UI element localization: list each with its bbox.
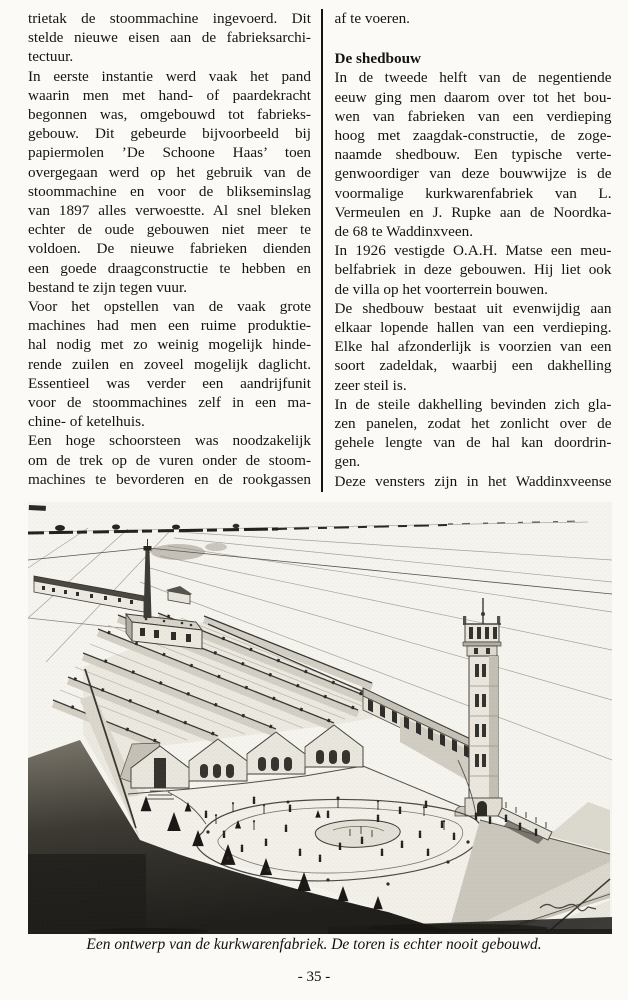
text-line: zeer steil is. xyxy=(334,376,407,394)
text-line: Essentieel was verder een aandrijfunit xyxy=(28,374,311,392)
text-line: papiermolen ’De Schoone Haas’ toen xyxy=(28,144,311,162)
figure-caption: Een ontwerp van de kurkwarenfabriek. De toren is echter nooit gebouwd. xyxy=(86,936,542,953)
text-line: Deze vensters zijn in het Waddinxveense xyxy=(334,472,612,490)
text-line: soort zadeldak, waarbij een dakhelling xyxy=(334,357,612,375)
text-line: eeuw ging men daarom over tot het bou- xyxy=(334,88,612,106)
text-line: In eerste instantie werd vaak het pand xyxy=(28,67,311,85)
text-line: In de tweede helft van de negentiende xyxy=(334,69,612,87)
text-line: tectuur. xyxy=(28,48,74,66)
text-line: Een hoge schoorsteen was noodzakelijk xyxy=(28,432,311,450)
page-number: - 35 - xyxy=(297,969,331,985)
text-line: gen. xyxy=(334,453,361,471)
text-line: belfabriek in deze gebouwen. Hij liet ook xyxy=(334,261,612,279)
text-line: af te voeren. xyxy=(334,10,410,27)
text-line: machines had men een ruime produktie- xyxy=(28,317,311,335)
text-line: voldoen. De nieuwe fabrieken dienden xyxy=(28,240,311,258)
text-line: begonnen was, omgebouwd tot fabrieks- xyxy=(28,106,311,124)
text-line: naamde shedbouw. Een typische verte- xyxy=(334,146,612,164)
text-line: chine- of ketelhuis. xyxy=(28,413,145,431)
text-line: Voor het opstellen van de vaak grote xyxy=(28,298,311,316)
text-line: rende zuilen en zoveel mogelijk daglicht. xyxy=(28,355,311,373)
text-line: machines te bevorderen en de rookgassen xyxy=(28,470,311,488)
text-line: echter de oude gebouwen niet meer te xyxy=(28,221,311,239)
factory-perspective-illustration xyxy=(28,502,612,934)
text-line: van 1897 alles verwoestte. Al snel bleken xyxy=(28,202,311,220)
text-line: gehele lengte van de hal kan doordrin- xyxy=(334,434,612,452)
two-column-text xyxy=(28,9,613,492)
text-line: genwoordiger van deze bouwwijze is de xyxy=(334,165,612,183)
text-line: elkaar lopende hallen van een verdieping. xyxy=(334,319,612,337)
column-divider-rule xyxy=(321,9,323,492)
text-line: om de trek op de vuren onder de stoom- xyxy=(28,451,311,469)
text-line: De shedbouw xyxy=(334,50,422,68)
text-line: overgegaan werd op het gebruik van de xyxy=(28,163,311,181)
text-line: Elke hal afzonderlijk is voorzien van een xyxy=(334,338,612,356)
left-column xyxy=(28,9,311,492)
text-line: stoommachine en voor de blikseminslag xyxy=(28,182,311,200)
text-line: gebouw. Dit gebeurde bijvoorbeeld bij xyxy=(28,125,311,143)
text-line: In de steile dakhelling bevinden zich gla- xyxy=(334,395,612,413)
text-line: een goede draagconstructie te hebben en xyxy=(28,259,311,277)
right-column xyxy=(335,9,612,492)
text-line: zen panelen, zodat het zonlicht over de xyxy=(334,415,612,433)
factory-drawing xyxy=(28,502,612,934)
text-line: Vermeulen en J. Rupke aan de Noordka- xyxy=(334,203,612,221)
halftone-texture xyxy=(28,502,612,934)
text-line: voor de stoommachines zelf in een ma- xyxy=(28,394,311,412)
text-line: wen van fabrieken van een verdieping xyxy=(334,107,612,125)
text-line: hal nodig met zo weinig mogelijk hinde- xyxy=(28,336,311,354)
text-line: de 68 te Waddinxveen. xyxy=(334,223,474,241)
text-line: stelde nieuwe eisen aan de fabrieksarchi- xyxy=(28,29,311,47)
text-line: voormalige kurkwarenfabriek van L. xyxy=(334,184,612,202)
text-line: De shedbouw bestaat uit evenwijdig aan xyxy=(334,299,612,317)
text-line: trietak de stoommachine ingevoerd. Dit xyxy=(28,10,311,27)
text-line: In 1926 vestigde O.A.H. Matse een meu- xyxy=(334,242,612,260)
text-line: bestand te zijn tegen vuur. xyxy=(28,278,188,296)
text-line: hoog met zaagdak-constructie, de zoge- xyxy=(334,127,612,145)
text-line: de villa op het voorterrein bouwen. xyxy=(334,280,548,298)
text-line: waarin men met hand- of paardekracht xyxy=(28,86,311,104)
